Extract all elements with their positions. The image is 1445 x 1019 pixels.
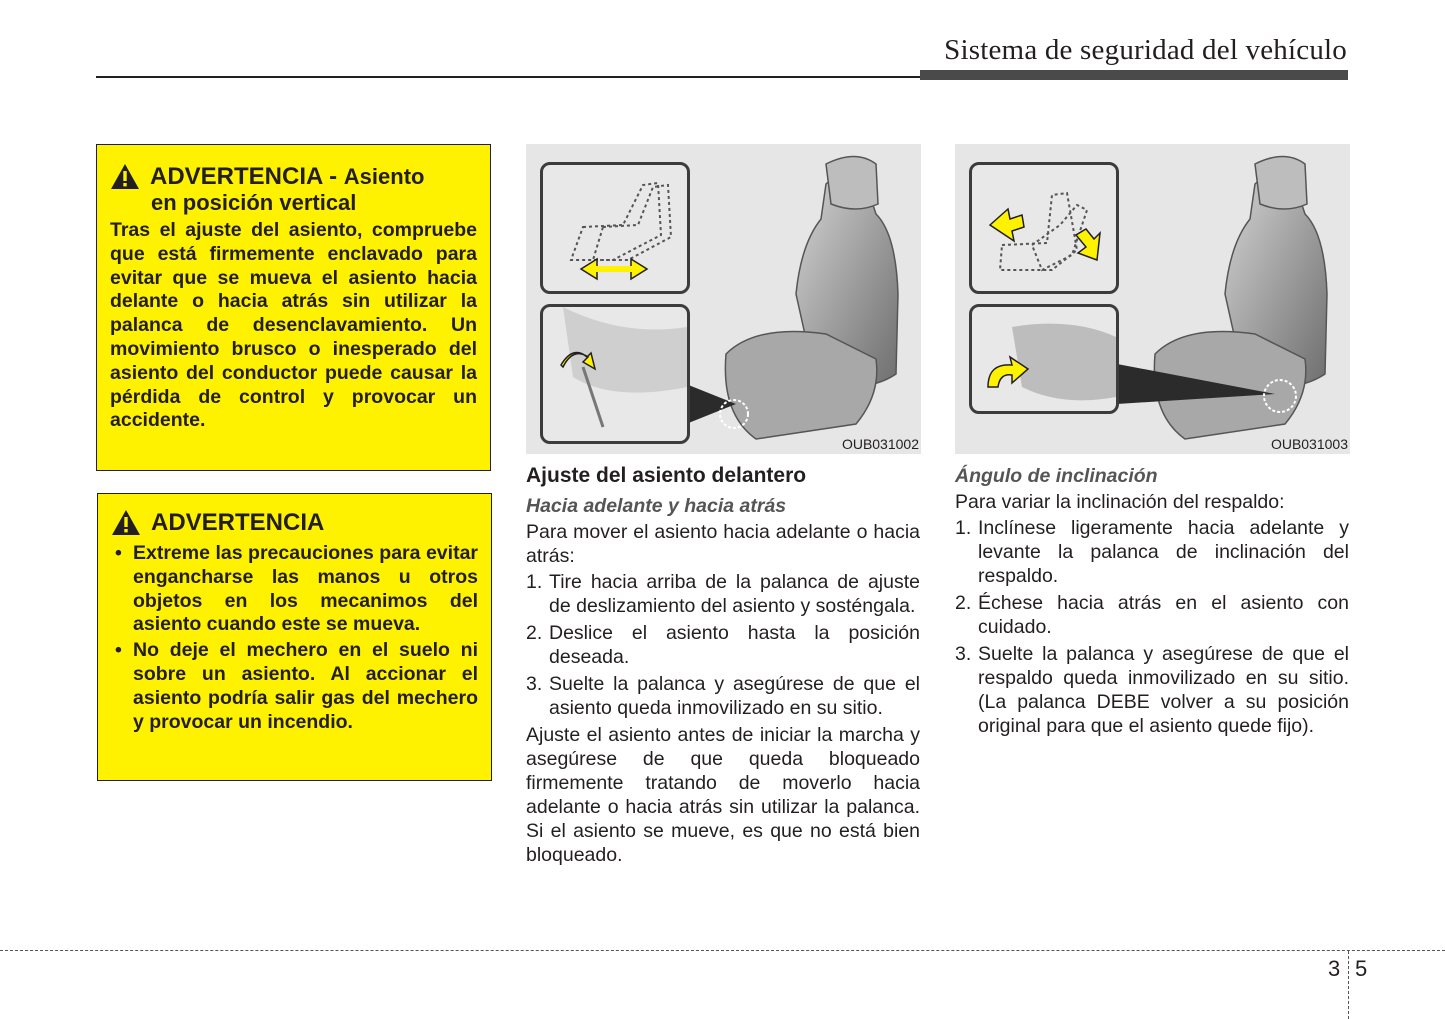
inset-lever-closeup	[540, 304, 690, 444]
warning-list-item: • Extreme las precauciones para evitar engancharse las manos u otros objetos en los mecanimos del asiento cuando este se mueva.	[111, 542, 478, 637]
figure-code: OUB031003	[1270, 436, 1348, 452]
warning-box-seat-upright	[96, 144, 491, 471]
step-text: Inclínese ligeramente hacia adelante y levante la palanca de inclinación del respaldo.	[978, 517, 1349, 587]
step-number: 3.	[955, 643, 972, 665]
warning-box-mechanism	[97, 493, 492, 781]
warning-subtitle: en posición vertical	[151, 190, 357, 215]
step-item	[955, 642, 1349, 738]
page-number: 5	[1355, 956, 1368, 981]
warning-list-item: • No deje el mechero en el suelo ni sobre un asiento. Al accionar el asiento podría salir gas del mechero y provocar un incendio.	[111, 639, 478, 734]
step-item	[526, 570, 920, 618]
step-number: 2.	[526, 622, 543, 644]
figure-seat-recline	[955, 144, 1350, 454]
step-text: Tire hacia arriba de la palanca de ajuste de deslizamiento del asiento y sosténgala.	[549, 571, 920, 617]
section-recline	[955, 462, 1349, 741]
section-heading: Ajuste del asiento delantero	[526, 464, 807, 487]
inset-slide-diagram	[540, 162, 690, 294]
step-item	[526, 672, 920, 720]
warning-title-row	[110, 163, 477, 190]
figure-seat-slide	[526, 144, 921, 454]
page-header-title: Sistema de seguridad del vehículo	[944, 34, 1347, 66]
step-text: Suelte la palanca y asegúrese de que el asiento queda inmovilizado en su sitio.	[549, 673, 920, 719]
step-item	[955, 591, 1349, 639]
warning-list	[111, 542, 478, 734]
footer-rule	[0, 950, 1445, 951]
section-intro: Para variar la inclinación del respaldo:	[955, 491, 1285, 513]
warning-body-text: Tras el ajuste del asiento, compruebe que está firmemente enclavado para evitar que se mueva el asiento hacia delante o hacia atrás sin utilizar la palanca de desenclavamiento. Un movimiento brusco o inesperado del asiento del conductor puede causar la pérdida de control y provocar un accidente.	[110, 219, 477, 432]
section-subheading: Hacia adelante y hacia atrás	[526, 495, 787, 517]
section-intro: Para mover el asiento hacia adelante o hacia atrás:	[526, 521, 920, 567]
inset-recline-diagram	[969, 162, 1119, 294]
page-chapter-number: 3	[1328, 956, 1341, 981]
footer-divider	[1348, 951, 1349, 1019]
section-subheading: Ángulo de inclinación	[955, 465, 1158, 487]
warning-triangle-icon	[110, 163, 140, 190]
step-number: 1.	[526, 571, 543, 593]
recline-arrow-icon	[972, 165, 1116, 291]
warning-title-suffix: Asiento	[343, 164, 425, 189]
header-accent-bar	[920, 70, 1348, 80]
step-text: Deslice el asiento hasta la posición deseada.	[549, 622, 920, 668]
steps-list	[955, 516, 1349, 738]
section-front-seat	[526, 462, 920, 867]
inset-lever-closeup	[969, 304, 1119, 414]
warning-title: ADVERTENCIA -	[150, 163, 338, 190]
step-text: Suelte la palanca y asegúrese de que el respaldo queda inmovilizado en su sitio. (La palanca DEBE volver a su posición original para que el asiento quede fijo).	[978, 643, 1349, 737]
step-item	[955, 516, 1349, 588]
step-text: Échese hacia atrás en el asiento con cuidado.	[978, 592, 1349, 638]
lever-pull-arrow-icon	[543, 307, 687, 441]
step-number: 1.	[955, 517, 972, 539]
warning-title-row	[111, 509, 478, 536]
step-number: 2.	[955, 592, 972, 614]
lever-lift-arrow-icon	[972, 307, 1116, 411]
step-item	[526, 621, 920, 669]
warning-title: ADVERTENCIA	[151, 509, 325, 536]
warning-triangle-icon	[111, 509, 141, 536]
figure-code: OUB031002	[841, 436, 919, 452]
steps-list	[526, 570, 920, 720]
section-closing: Ajuste el asiento antes de iniciar la marcha y asegúrese de que queda bloqueado firmemente tratando de moverlo hacia adelante o hacia atrás sin utilizar la palanca. Si el asiento se mueve, es que no está bien bloqueado.	[526, 724, 920, 866]
seat-slide-arrow-icon	[543, 165, 687, 291]
step-number: 3.	[526, 673, 543, 695]
